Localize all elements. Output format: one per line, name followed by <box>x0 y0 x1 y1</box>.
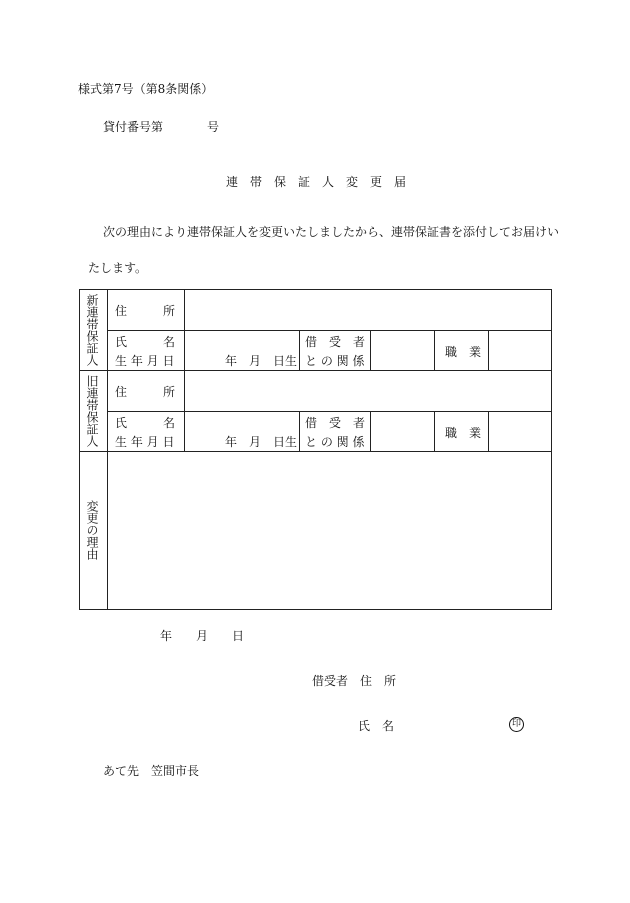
date-line: 年 月 日 <box>160 629 245 643</box>
addressee: あて先 笠間市長 <box>103 764 200 778</box>
new-address-value[interactable] <box>190 302 545 318</box>
old-birth-label: 生 年 月 日 <box>115 435 175 449</box>
old-name-label: 氏 名 <box>115 416 176 430</box>
new-relation-label-2: と の 関 係 <box>305 354 365 368</box>
borrower-address-label: 借受者 住 所 <box>312 674 397 688</box>
new-relation-label-1: 借 受 者 <box>305 335 366 349</box>
form-number: 様式第7号（第8条関係） <box>78 82 214 96</box>
new-birth-date-suffix: 年 月 日生 <box>225 354 298 368</box>
body-text-line-1: 次の理由により連帯保証人を変更いたしましたから、連帯保証書を添付してお届けい <box>103 225 560 239</box>
old-birth-date-suffix: 年 月 日生 <box>225 435 298 449</box>
new-birth-label: 生 年 月 日 <box>115 354 175 368</box>
loan-number-prefix: 貸付番号第 <box>103 120 164 134</box>
new-name-label: 氏 名 <box>115 335 176 349</box>
reason-label: 変更の理由 <box>85 500 99 560</box>
old-occupation-label: 職 業 <box>445 426 482 440</box>
new-address-label: 住 所 <box>115 304 176 318</box>
old-guarantor-label: 旧連帯保証人 <box>85 375 99 447</box>
old-address-label: 住 所 <box>115 385 176 399</box>
body-text-line-2: たします。 <box>88 261 148 275</box>
document-title: 連 帯 保 証 人 変 更 届 <box>226 175 407 189</box>
new-guarantor-label: 新連帯保証人 <box>85 294 99 366</box>
loan-number-suffix: 号 <box>207 120 220 134</box>
new-occupation-label: 職 業 <box>445 345 482 359</box>
old-relation-label-2: と の 関 係 <box>305 435 365 449</box>
old-relation-label-1: 借 受 者 <box>305 416 366 430</box>
borrower-name-label: 氏 名 <box>358 719 395 733</box>
seal-mark-icon: 印 <box>509 717 524 732</box>
